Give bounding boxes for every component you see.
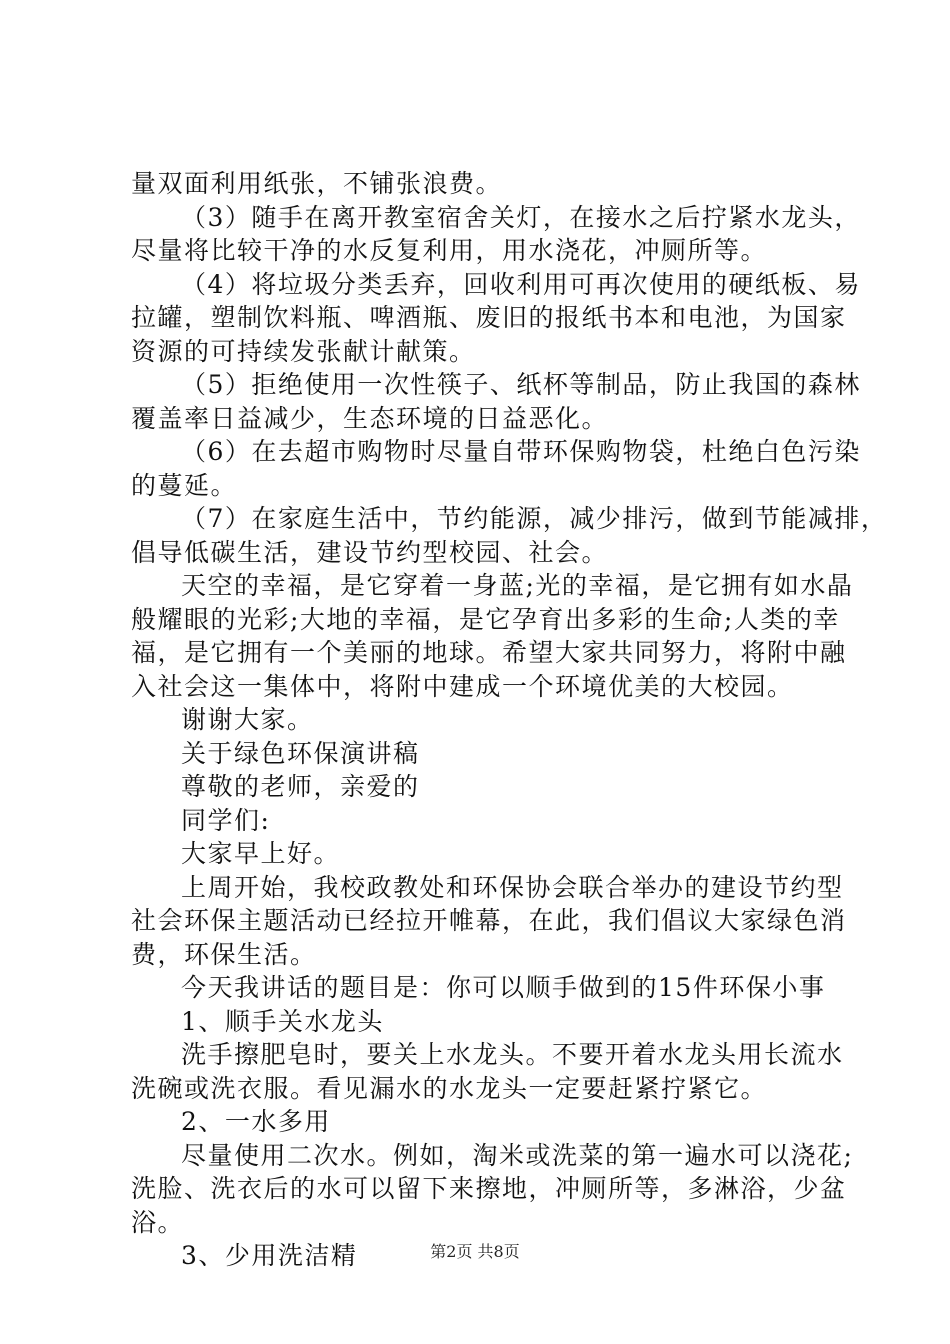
text-line: 洗碗或洗衣服。看见漏水的水龙头一定要赶紧拧紧它。 — [131, 1073, 768, 1103]
text-line: 大家早上好。 — [181, 839, 341, 868]
page-footer: 第2页 共8页 — [430, 1242, 520, 1261]
text-line: 量双面利用纸张，不铺张浪费。 — [131, 169, 503, 198]
text-line: 1、顺手关水龙头 — [181, 1006, 384, 1036]
text-line: 天空的幸福，是它穿着一身蓝;光的幸福，是它拥有如水晶 — [181, 571, 854, 600]
text-line: 上周开始，我校政教处和环保协会联合举办的建设节约型 — [181, 872, 844, 902]
text-line: 倡导低碳生活，建设节约型校园、社会。 — [131, 537, 609, 567]
text-line: 资源的可持续发张献计献策。 — [131, 336, 476, 366]
text-line: 拉罐，塑制饮料瓶、啤酒瓶、废旧的报纸书本和电池，为国家 — [131, 303, 847, 332]
text-line: 2、一水多用 — [181, 1107, 331, 1136]
text-line: 同学们: — [181, 805, 271, 835]
text-line: 尽量将比较干净的水反复利用，用水浇花，冲厕所等。 — [131, 236, 768, 265]
text-line: 浴。 — [131, 1207, 185, 1237]
text-line: 入社会这一集体中，将附中建成一个环境优美的大校园。 — [131, 671, 794, 701]
document-body — [131, 167, 888, 1273]
text-line: 社会环保主题活动已经拉开帷幕，在此，我们倡议大家绿色消 — [131, 906, 847, 935]
text-line: 费，环保生活。 — [131, 939, 317, 969]
text-line: 覆盖率日益减少，生态环境的日益恶化。 — [131, 403, 609, 433]
text-line: （5）拒绝使用一次性筷子、纸杯等制品，防止我国的森林 — [181, 370, 861, 399]
text-line: （3）随手在离开教室宿舍关灯，在接水之后拧紧水龙头， — [181, 202, 861, 232]
text-line: 般耀眼的光彩;大地的幸福，是它孕育出多彩的生命;人类的幸 — [131, 604, 840, 634]
text-line: 的蔓延。 — [131, 470, 238, 500]
text-line: 洗脸、洗衣后的水可以留下来擦地，冲厕所等，多淋浴，少盆 — [131, 1174, 847, 1203]
text-line: （7）在家庭生活中，节约能源，减少排污，做到节能减排， — [181, 504, 888, 533]
text-line: 洗手擦肥皂时，要关上水龙头。不要开着水龙头用长流水 — [181, 1040, 844, 1069]
text-line: 谢谢大家。 — [181, 705, 314, 734]
text-line: 关于绿色环保演讲稿 — [181, 738, 420, 768]
text-line: 福，是它拥有一个美丽的地球。希望大家共同努力，将附中融 — [131, 638, 847, 667]
text-line: 尽量使用二次水。例如，淘米或洗菜的第一遍水可以浇花; — [181, 1140, 854, 1170]
text-line: 尊敬的老师，亲爱的 — [181, 772, 420, 801]
text-line: 3、少用洗洁精 — [181, 1241, 358, 1270]
text-line: 今天我讲话的题目是：你可以顺手做到的15件环保小事 — [181, 973, 826, 1002]
text-line: （4）将垃圾分类丢弃，回收利用可再次使用的硬纸板、易 — [181, 269, 861, 299]
text-line: （6）在去超市购物时尽量自带环保购物袋，杜绝白色污染 — [181, 437, 861, 466]
